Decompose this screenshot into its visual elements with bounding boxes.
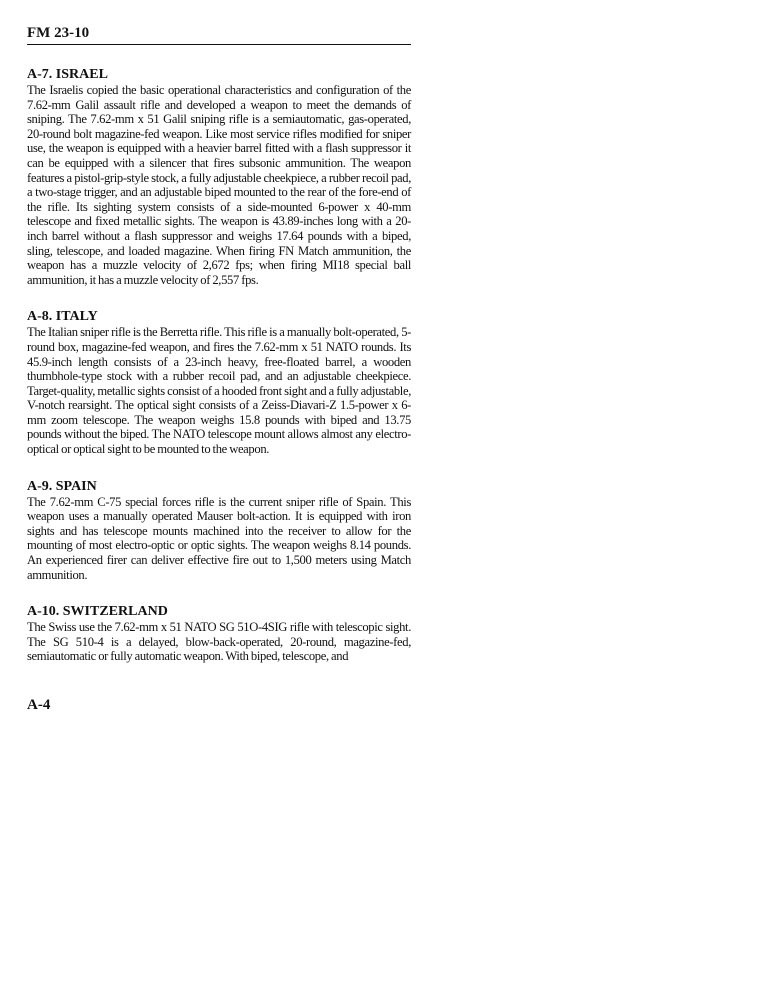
section-heading: A-9. SPAIN bbox=[27, 478, 97, 494]
section-heading: A-10. SWITZERLAND bbox=[27, 604, 168, 620]
section-switzerland bbox=[27, 604, 411, 664]
document-page bbox=[27, 24, 411, 664]
section-heading: A-7. ISRAEL bbox=[27, 67, 108, 82]
section-spain bbox=[27, 479, 411, 583]
section-israel bbox=[27, 67, 411, 287]
section-paragraph: The Italian sniper rifle is the Berretta rifle. This rifle is a manually bolt-operated, 5-round box, magazine-fed weapon, and fires the 7.62-mm x 51 NATO rounds. Its 45.9-inch length consists of a 23-inch heavy, free-floated barrel, a wooden thumbhole-type stock with a rubber recoil pad, and an adjustable cheekpiece. Target-quality, metallic sights consist of a hooded front sight and a fully adjustable, V-notch rearsight. The optical sight consists of a Zeiss-Diavari-Z 1.5-power x 6-mm zoom telescope. The weapon weighs 15.8 pounds with biped and 13.75 pounds without the biped. The NATO telescope mount allows almost any electro-optical or optical sight to be mounted to the weapon. bbox=[27, 325, 411, 457]
section-italy bbox=[27, 309, 411, 456]
section-heading: A-8. ITALY bbox=[27, 309, 98, 325]
section-paragraph: The Swiss use the 7.62-mm x 51 NATO SG 51O-4SIG rifle with telescopic sight. The SG 510-4 is a delayed, blow-back-operated, 20-round, magazine-fed, semiautomatic or fully automatic weapon. With biped, telescope, and bbox=[27, 620, 411, 664]
section-paragraph: The Israelis copied the basic operational characteristics and configuration of the 7.62-mm Galil assault rifle and developed a weapon to meet the demands of sniping. The 7.62-mm x 51 Galil sniping rifle is a semiautomatic, gas-operated, 20-round bolt magazine-fed weapon. Like most service rifles modified for sniper use, the weapon is equipped with a heavier barrel fitted with a flash suppressor it can be equipped with a silencer that fires subsonic ammunition. The weapon features a pistol-grip-style stock, a fully adjustable cheekpiece, a rubber recoil pad, a two-stage trigger, and an adjustable biped mounted to the rear of the fore-end of the rifle. Its sighting system consists of a side-mounted 6-power x 40-mm telescope and fixed metallic sights. The weapon is 43.89-inches long with a 20-inch barrel without a flash suppressor and weighs 17.64 pounds with a biped, sling, telescope, and loaded magazine. When firing FN Match ammunition, the weapon has a muzzle velocity of 2,672 fps; when firing MI18 special ball ammunition, it has a muzzle velocity of 2,557 fps. bbox=[27, 83, 411, 287]
section-paragraph: The 7.62-mm C-75 special forces rifle is the current sniper rifle of Spain. This weapon uses a manually operated Mauser bolt-action. It is equipped with iron sights and has telescope mounts machined into the receiver to allow for the mounting of most electro-optic or optic sights. The weapon weighs 8.14 pounds. An experienced firer can deliver effective fire out to 1,500 meters using Match ammunition. bbox=[27, 494, 411, 582]
running-head: FM 23-10 bbox=[27, 24, 411, 45]
page-number: A-4 bbox=[27, 697, 51, 713]
